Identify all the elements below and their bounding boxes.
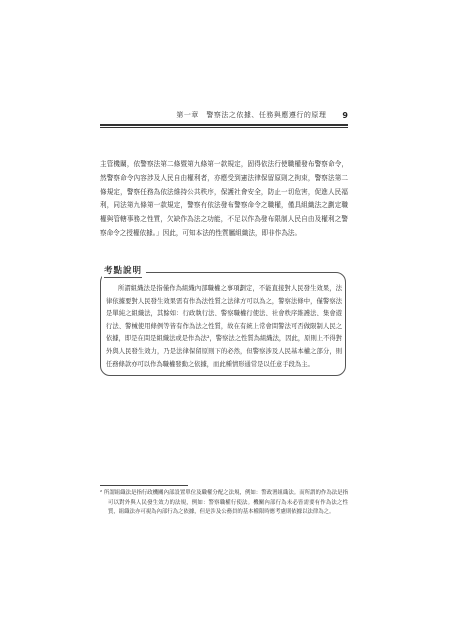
header-rule [100,124,348,126]
footnote: ² 所謂組織法是指行政機關內部設置單位及職權分配之法規，例如：警政署組織法。而所謂的作為法是指可以對外與人民發生效力的法規，例如：警察職權行使法。機關內部行為未必皆需要有作為法之性質，組織法亦可視為內部行為之依據，但是涉及公務員的基本權限時應考慮則依據以法律為之。 [100,490,348,515]
page-number: 9 [342,110,348,120]
body-paragraph: 主管機關，依警察法第二條暨第九條第一款規定，固得依法行使職權發布警察命令，然警察命令內容涉及人民自由權利者，亦應受到憲法律保留原則之拘束，警察法第二條規定，警察任務為依法維持公共秩序，保護社會安全，防止一切危害，促進人民福利，同法第九條第一款規定，警察有依法發布警察命令之職權，僅具組織法之劃定職權與管轄事務之性質，欠缺作為法之功能，不足以作為發布限制人民自由及權利之警察命令之授權依據。」因此，可知本法的性質屬組織法，即非作為法。 [100,160,348,237]
exam-note-text: 所謂組織法是指僅作為組織內部職權之事項劃定，不能直接對人民發生效果，法律依據要對人民發生效果需有作為法性質之法律方可以為之，警察法條中，僅警察法是單純之組織法，其餘如：行政執行法、警察職權行使法、社會秩序維護法、集會遊行法、警械使用條例等皆有作為法之性質，故在有統上常會問警法可否做限制人民之依據，即是在問是組織法或是作為法²，警察法之性質為組織法，因此，原則上不得對外與人民發生效力，乃是法律保留原則下的必然，但警察涉及人民基本權之部分，則任務條款亦可以作為職權發動之依據，而此種情形通常是以任意手段為主。 [106,285,342,368]
running-header [100,108,348,122]
footnote-rule [100,485,188,486]
exam-note-title: 考點說明 [104,266,143,276]
exam-note-tab [102,261,146,281]
header-rule-thin [100,127,348,128]
chapter-title: 第一章 警察法之依據、任務與應遵行的原理 [176,111,327,119]
